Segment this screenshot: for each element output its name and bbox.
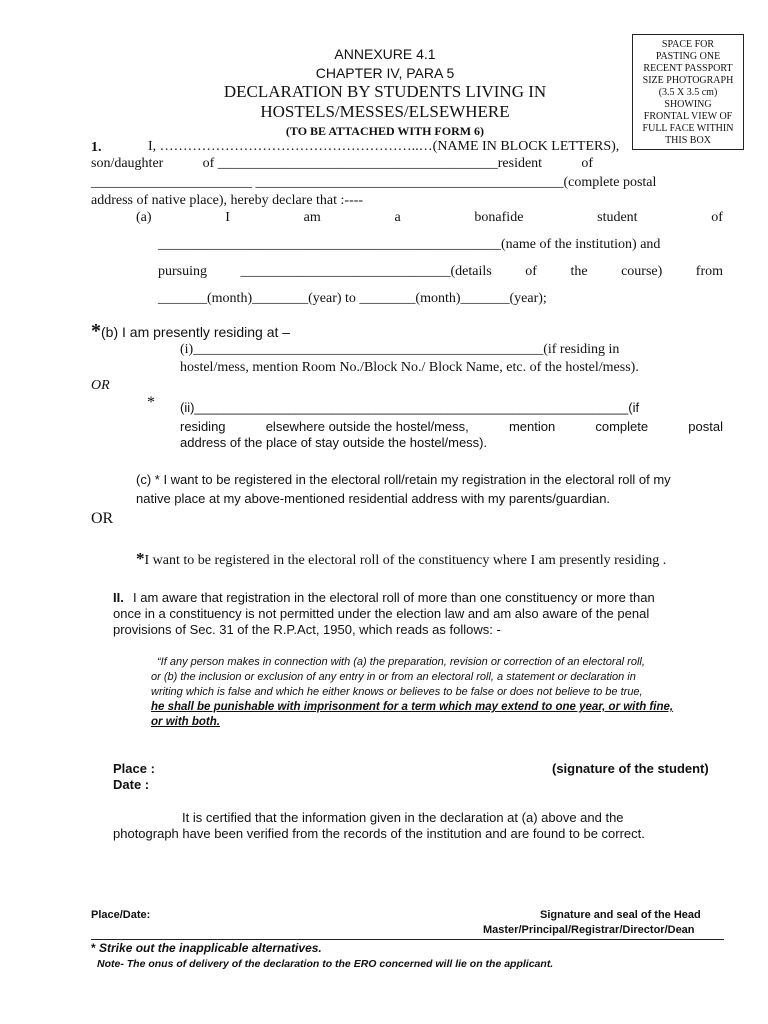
- word: residing: [180, 419, 226, 434]
- word: son/daughter: [91, 156, 164, 171]
- item-c-line-2: native place at my above-mentioned residential address with my parents/guardian.: [136, 491, 611, 506]
- word: the: [570, 264, 588, 279]
- parent-resident-line: [91, 156, 593, 172]
- postal-address-line: _______________________ ____________________________________________(complete postal: [91, 175, 657, 190]
- title-line-2: HOSTELS/MESSES/ELSEWHERE: [260, 102, 510, 121]
- item-bi-line-1: (i)__________________________________________________(if residing in: [180, 342, 620, 357]
- item-c-line-1: (c) * I want to be registered in the electoral roll/retain my registration in the electoral roll of my: [136, 472, 671, 487]
- quote-line: “If any person makes in connection with (a) the preparation, revision or correction of an electoral roll,: [157, 656, 645, 668]
- item-b-text: (b) I am presently residing at –: [101, 324, 291, 340]
- item-bii-line-3: address of the place of stay outside the hostel/mess).: [180, 435, 488, 450]
- photo-box-line: SHOWING: [664, 99, 712, 110]
- head-designation-label: Master/Principal/Registrar/Director/Dean: [483, 924, 695, 936]
- item-bii-line-2: [180, 419, 723, 434]
- item-b-line: [91, 320, 290, 343]
- quote-line: writing which is false and which he either knows or believes to be false or does not believe to be true,: [151, 686, 643, 698]
- item-c-alternative-text: I want to be registered in the electoral roll of the constituency where I am presently residing .: [144, 553, 667, 568]
- asterisk: *: [91, 320, 101, 342]
- word: pursuing: [158, 264, 207, 279]
- photo-box-line: FULL FACE WITHIN: [642, 123, 734, 134]
- strike-note: [91, 941, 322, 955]
- chapter-heading: CHAPTER IV, PARA 5: [315, 65, 455, 81]
- place-label: Place :: [113, 761, 155, 776]
- item-bi-line-2: hostel/mess, mention Room No./Block No./ Block Name, etc. of the hostel/mess).: [180, 360, 639, 375]
- asterisk: *: [136, 549, 145, 568]
- photo-box-line: SIZE PHOTOGRAPH: [642, 75, 734, 86]
- photo-box-line: SPACE FOR: [661, 39, 715, 50]
- onus-note: Note- The onus of delivery of the declaration to the ERO concerned will lie on the applicant.: [97, 958, 554, 970]
- word: (a): [136, 210, 152, 225]
- section-2-line-3: provisions of Sec. 31 of the R.P.Act, 1950, which reads as follows: -: [113, 622, 501, 637]
- word: elsewhere outside the hostel/mess,: [265, 419, 469, 434]
- certification-line-2: photograph have been verified from the records of the institution and are found to be correct.: [113, 826, 645, 841]
- word: student: [597, 210, 638, 225]
- item-a-line-1: [136, 210, 723, 226]
- student-signature-label: (signature of the student): [552, 761, 709, 776]
- section-2-number: II.: [113, 590, 124, 605]
- word: a: [394, 210, 401, 225]
- word: postal: [688, 419, 723, 434]
- word: complete: [595, 419, 649, 434]
- word: ______________________________(details: [240, 264, 492, 279]
- word: course): [621, 264, 663, 279]
- duration-line: _______(month)________(year) to ________(month)_______(year);: [158, 291, 547, 306]
- section-2-line-1: I am aware that registration in the electoral roll of more than one constituency or more than: [133, 590, 655, 605]
- word: of: [525, 264, 537, 279]
- word: I: [225, 210, 230, 225]
- word: of: [711, 210, 723, 225]
- place-date-label: Place/Date:: [91, 909, 151, 921]
- declare-line: address of native place), hereby declare that :----: [91, 193, 364, 208]
- photo-box-line: RECENT PASSPORT: [643, 63, 733, 74]
- section-1-number: 1.: [91, 140, 102, 155]
- title-line-1: DECLARATION BY STUDENTS LIVING IN: [223, 82, 547, 101]
- footer-divider: [91, 939, 724, 940]
- photo-box-line: (3.5 X 3.5 cm): [658, 87, 718, 98]
- photo-box: [632, 34, 744, 150]
- strike-note-text: Strike out the inapplicable alternatives.: [99, 941, 322, 955]
- or-separator: OR: [91, 510, 114, 527]
- head-signature-label: Signature and seal of the Head: [540, 909, 701, 921]
- institution-line: _________________________________________________(name of the institution) and: [158, 237, 661, 252]
- word: bonafide: [474, 210, 524, 225]
- attach-note: (TO BE ATTACHED WITH FORM 6): [285, 124, 485, 138]
- name-line: I, ………………………………………………..…(NAME IN BLOCK LETTERS),: [148, 139, 620, 154]
- or-separator: OR: [91, 378, 110, 393]
- item-bii-line-1: (ii)____________________________________________________________(if: [180, 400, 640, 415]
- asterisk: *: [91, 941, 96, 955]
- course-line: [158, 264, 723, 280]
- photo-box-line: THIS BOX: [665, 135, 711, 146]
- certification-line-1: It is certified that the information given in the declaration at (a) above and the: [182, 810, 624, 825]
- quote-line: or (b) the inclusion or exclusion of any entry in or from an electoral roll, a statement or declaration in: [151, 671, 636, 683]
- asterisk: *: [147, 394, 155, 411]
- annexure-heading: ANNEXURE 4.1: [334, 46, 436, 62]
- word: am: [303, 210, 321, 225]
- item-c-alternative: [136, 549, 666, 569]
- word: of: [581, 156, 593, 171]
- photo-box-line: FRONTAL VIEW OF: [643, 111, 733, 122]
- word: mention: [508, 419, 556, 434]
- quote-penalty-line: he shall be punishable with imprisonment for a term which may extend to one year, or with fine,: [151, 701, 674, 713]
- section-2-line-2: once in a constituency is not permitted under the election law and am also aware of the penal: [113, 606, 650, 621]
- photo-box-line: PASTING ONE: [655, 51, 721, 62]
- quote-penalty-line: or with both.: [151, 716, 220, 728]
- word: of ________________________________________resident: [202, 156, 543, 171]
- word: from: [695, 264, 723, 279]
- date-label: Date :: [113, 777, 150, 792]
